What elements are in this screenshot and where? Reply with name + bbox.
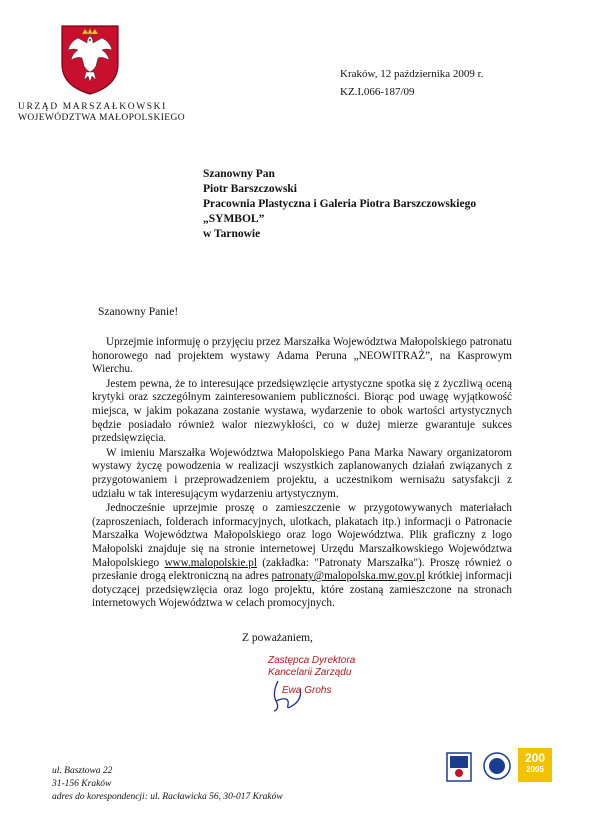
recipient-block [203, 167, 583, 242]
paragraph-3: W imieniu Marszałka Województwa Małopolskiego Pana Marka Nawary organizatorom wystawy życzę powodzenia w realizacji wszystkich zaplanowanych działań związanych z przygotowaniem i przeprowadzeniem projektu, a uczestnikom wernisażu satysfakcji z udziału w tak interesującym wydarzeniu artystycznym. [92, 446, 512, 500]
paragraph-4 [92, 502, 512, 611]
award-badge-top: 200 [524, 751, 546, 765]
letter-date: Kraków, 12 października 2009 r. [340, 68, 484, 80]
recipient-city: w Tarnowie [203, 228, 261, 240]
signatory-name: Ewa Grohs [282, 685, 332, 696]
reference-number: KZ.I.066-187/09 [340, 86, 415, 98]
organization-region: WOJEWÓDZTWA MAŁOPOLSKIEGO [18, 113, 185, 123]
recipient-institution: Pracownia Plastyczna i Galeria Piotra Barszczowskiego [203, 198, 477, 210]
stamp-department: Kancelarii Zarządu [268, 667, 352, 678]
greeting: Szanowny Panie! [98, 306, 179, 318]
paragraph-4-part-b: (zakładka: "Patronaty Marszałka"). Proszę również o przesłanie drogą elektroniczną na adres [92, 556, 512, 583]
footer-address-city: 31-156 Kraków [52, 779, 112, 789]
organization-name: URZĄD MARSZAŁKOWSKI [18, 102, 167, 112]
recipient-institution-name: „SYMBOL” [203, 213, 265, 225]
footer-address-street: ul. Basztowa 22 [52, 766, 113, 776]
recipient-salutation: Szanowny Pan [203, 168, 275, 180]
paragraph-2: Jestem pewna, że to interesujące przedsięwzięcie artystyczne spotka się z życzliwą oceną krytyki oraz szczególnym zainteresowaniem publiczności. Biorąc pod uwagę wyjątkowość miejsca, w jakim pokazana zostanie wystawa, wydarzenie to obok wartości artystycznych będzie posiadało również walor niezwykłości, co w dużej mierze gwarantuje sukces przedsięwzięcia. [92, 377, 512, 445]
stamp-title: Zastępca Dyrektora [268, 655, 356, 666]
recipient-name: Piotr Barszczowski [203, 183, 298, 195]
coat-of-arms-icon [60, 24, 120, 96]
letter-body [92, 336, 512, 612]
paragraph-4-part-c: krótkiej informacji dotyczącej przedsięwzięcia oraz logo projektu, które zostaną zamieszczone na stronach internetowych Województwa w celach promocyjnych. [92, 570, 512, 610]
website-link[interactable]: www.malopolskie.pl [164, 556, 257, 569]
paragraph-1: Uprzejmie informuję o przyjęciu przez Marszałka Województwa Małopolskiego patronatu honorowego nad projektem wystawy Adama Peruna „NEOWITRAŻ”, na Kasprowym Wierchu. [92, 336, 512, 376]
certification-badge-1-icon [446, 752, 472, 782]
certification-badge-2-icon [482, 750, 512, 782]
award-badge-bottom: 2005 [526, 765, 544, 774]
footer-correspondence-address: adres do korespondencji: ul. Racławicka 56, 30-017 Kraków [52, 792, 283, 802]
paragraph-4-part-a: Jednocześnie uprzejmie proszę o zamieszczenie w przygotowywanych materiałach (zaproszeniach, folderach informacyjnych, ulotkach, plakatach itp.) informacji o Patronacie Marszałka Województwa Małopolskiego oraz logo Województwa. Plik graficzny z logo Małopolski znajduje się na stronie internetowej Urzędu Marszałkowskiego Województwa Małopolskiego [92, 502, 512, 569]
closing: Z poważaniem, [242, 632, 313, 644]
signature-stamp [268, 655, 355, 713]
award-badge-icon [518, 748, 552, 782]
email-link[interactable]: patronaty@malopolska.mw.gov.pl [271, 570, 425, 583]
